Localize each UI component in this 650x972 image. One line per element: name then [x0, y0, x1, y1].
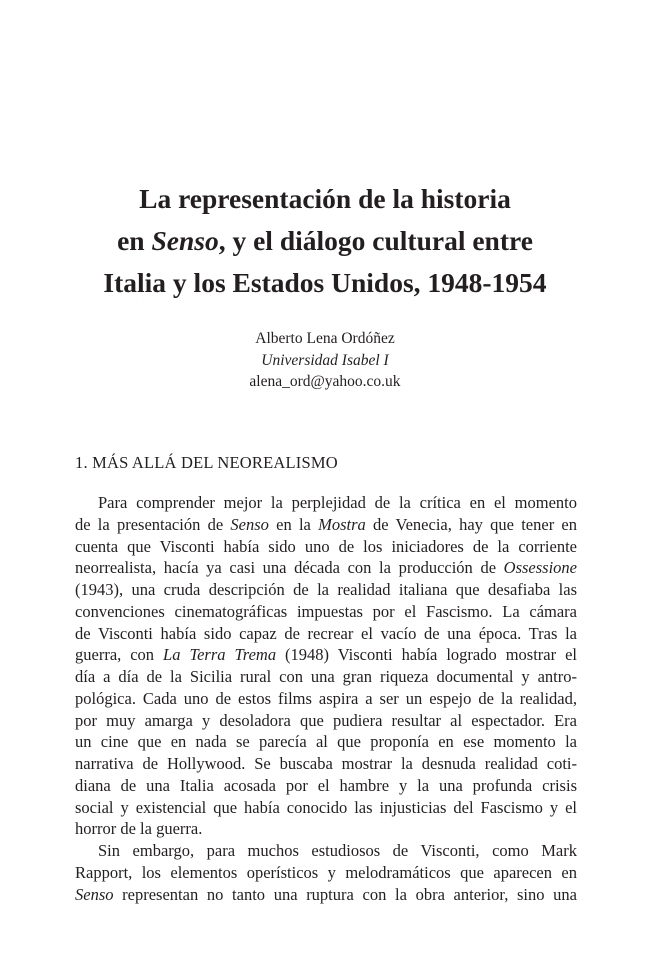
- text-run: neorrealista, hacía ya casi una década con la producción de: [75, 558, 504, 578]
- text-line: [75, 536, 577, 558]
- text-run: día a día de la Sicilia rural con una gran riqueza documental y antro-: [75, 667, 577, 686]
- text-line: [75, 688, 577, 710]
- text-run: convenciones cinematográficas impuestas por el Fascismo. La cámara: [75, 601, 577, 621]
- text-run: pológica. Cada uno de estos films aspira a ser un espejo de la realidad,: [75, 688, 577, 708]
- title-line-2: [40, 220, 610, 262]
- text-run: Para comprender mejor la perplejidad de la crítica en el momento: [98, 493, 577, 512]
- text-line: [75, 775, 577, 797]
- title-line-2-suffix: , y el diálogo cultural entre: [218, 225, 533, 256]
- text-run: representan no tanto una ruptura con la obra anterior, sino una: [113, 884, 577, 904]
- text-run: Sin embargo, para muchos estudiosos de Visconti, como Mark: [98, 841, 577, 860]
- text-run: de Visconti había sido capaz de recrear el vacío de una época. Tras la: [75, 623, 577, 643]
- text-run: social y existencial que había conocido las injusticias del Fascismo y el: [75, 797, 577, 817]
- paper-title: [40, 178, 610, 304]
- text-run: de la presentación de: [75, 514, 231, 534]
- text-line: [75, 601, 577, 623]
- text-run: narrativa de Hollywood. Se buscaba mostrar la desnuda realidad coti-: [75, 754, 577, 773]
- text-run: en la: [268, 514, 319, 534]
- section-heading: 1. MÁS ALLÁ DEL NEOREALISMO: [75, 453, 338, 472]
- text-line: [75, 753, 577, 775]
- author-name: Alberto Lena Ordóñez: [255, 330, 395, 347]
- text-run: por muy amarga y desoladora que pudiera resultar al espectador. Era: [75, 710, 577, 730]
- text-line: [75, 623, 577, 645]
- text-line: [75, 884, 577, 906]
- italic-title: Ossessione: [503, 558, 577, 578]
- text-run: cuenta que Visconti había sido uno de los iniciadores de la corriente: [75, 536, 577, 556]
- title-line-1: La representación de la historia: [139, 183, 511, 214]
- text-line: [75, 579, 577, 601]
- author-affiliation: Universidad Isabel I: [261, 351, 389, 369]
- text-line: [75, 644, 577, 666]
- text-run: (1948) Visconti había logrado mostrar el: [276, 645, 577, 665]
- text-line: [75, 710, 577, 732]
- italic-title: La Terra Trema: [163, 645, 277, 665]
- text-run: de Venecia, hay que tener en: [365, 514, 578, 534]
- paragraph-1: [75, 492, 577, 840]
- text-run: guerra, con: [75, 645, 164, 665]
- title-film-name: Senso: [151, 225, 219, 256]
- paragraph-2: [75, 840, 577, 905]
- italic-title: Mostra: [318, 514, 366, 534]
- italic-title: Senso: [75, 884, 114, 904]
- text-line: [75, 557, 577, 579]
- text-run: Rapport, los elementos operísticos y melodramáticos que aparecen en: [75, 862, 577, 882]
- text-line: [75, 514, 577, 536]
- text-run: diana de una Italia acosada por el hambre y la una profunda crisis: [75, 775, 577, 795]
- text-run: (1943), una cruda descripción de la realidad italiana que desafiaba las: [75, 580, 577, 599]
- text-line: [75, 666, 577, 688]
- author-email: alena_ord@yahoo.co.uk: [249, 373, 401, 390]
- text-line: [75, 731, 577, 753]
- text-line: [75, 818, 577, 840]
- title-line-2-prefix: en: [117, 225, 152, 256]
- italic-title: Senso: [230, 514, 269, 534]
- title-line-3: Italia y los Estados Unidos, 1948-1954: [103, 267, 547, 298]
- body-text: [75, 492, 577, 905]
- text-run: horror de la guerra.: [75, 819, 203, 839]
- text-line: [75, 797, 577, 819]
- text-line: [75, 862, 577, 884]
- author-block: [0, 328, 650, 393]
- text-line: [75, 840, 577, 862]
- text-run: un cine que en nada se parecía al que proponía en ese momento la: [75, 732, 577, 752]
- text-line: [75, 492, 577, 514]
